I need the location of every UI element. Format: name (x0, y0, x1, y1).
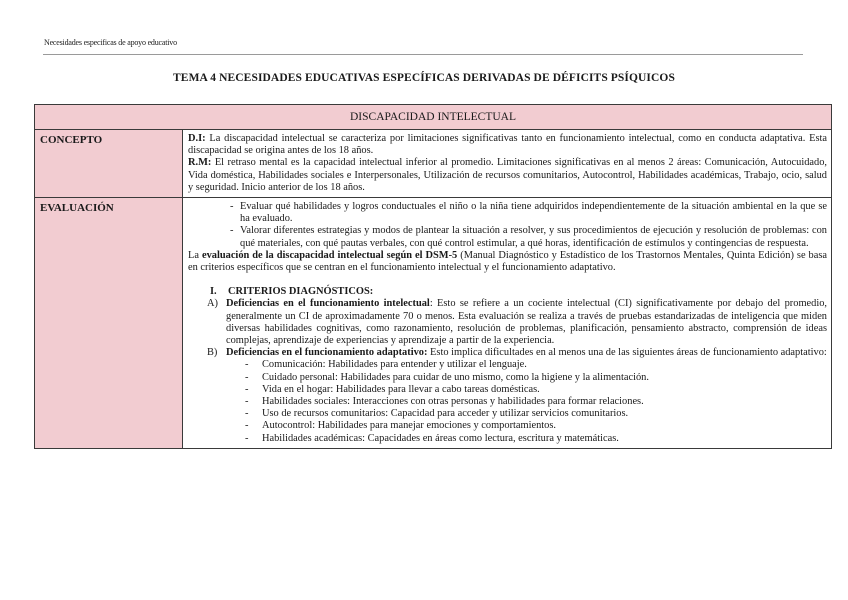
evaluation-bullets (188, 201, 827, 250)
list-item (245, 408, 827, 420)
area-text: Comunicación: Habilidades para entender y utilizar el lenguaje. (262, 359, 527, 371)
dsm-bold: evaluación de la discapacidad intelectual según el DSM-5 (201, 249, 458, 261)
concepto-content (183, 130, 832, 198)
dash-marker: - (245, 383, 249, 395)
dsm-prefix: La (188, 249, 202, 261)
area-text: Uso de recursos comunitarios: Capacidad para acceder y utilizar servicios comunitarios. (262, 408, 629, 420)
criterion-a-title: Deficiencias en el funcionamiento intelectual (226, 298, 430, 310)
row-label-evaluacion: EVALUACIÓN (35, 198, 183, 449)
criterios-number: I. (210, 286, 217, 298)
bullet-text: Evaluar qué habilidades y logros conductuales el niño o la niña tiene adquiridos independientemente de la situación ambiental en la que se ha evaluado. (240, 201, 828, 225)
evaluacion-content (183, 198, 832, 449)
dash-marker: - (245, 420, 249, 432)
adaptive-areas-list (188, 359, 827, 444)
table-row-concepto (35, 130, 832, 198)
di-term: D.I: (188, 133, 206, 144)
dash-marker: - (245, 432, 249, 444)
rm-definition (188, 157, 827, 194)
spacer (188, 274, 827, 286)
dsm-text: (Manual Diagnóstico y Estadístico de los Trastornos Mentales, Quinta Edición) se basa en criterios específicos que se centran en el funcionamiento intelectual y el funcionamiento adaptativo. (188, 249, 828, 274)
dash-marker: - (245, 396, 249, 408)
document-title: TEMA 4 NECESIDADES EDUCATIVAS ESPECÍFICAS DERIVADAS DE DÉFICITS PSÍQUICOS (173, 72, 675, 84)
criterios-title: CRITERIOS DIAGNÓSTICOS: (228, 286, 374, 298)
list-item (245, 420, 827, 432)
di-text: La discapacidad intelectual se caracteriza por limitaciones significativas tanto en funcionamiento intelectual, como en conducta adaptativa. Esta discapacidad se origina antes de los 18 años. (188, 133, 828, 157)
criterion-b-title: Deficiencias en el funcionamiento adaptativo: (226, 347, 428, 359)
table-heading: DISCAPACIDAD INTELECTUAL (35, 105, 832, 130)
list-item (245, 432, 827, 445)
rm-text: El retraso mental es la capacidad intelectual inferior al promedio. Limitaciones significativas en al menos 2 áreas: Comunicación, Autocuidado, Vida doméstica, Habilidades sociales e Interpersonales, Utilización de recursos comunitarios, Autocontrol, Habilidades académicas, Trabajo, ocio, salud y seguridad. Inicio anterior de los 18 años. (188, 157, 828, 193)
dash-marker: - (245, 371, 249, 383)
criterion-a-text: : Esto se refiere a un cociente intelectual (CI) significativamente por debajo del promedio, generalmente un CI de aproximadamente 70 o menos. Esta evaluación se realiza a través de pruebas estandarizadas de inteligencia que miden diversas habilidades cognitivas, como razonamiento, resolución de problemas, planificación, pensamiento abstracto, comprensión de ideas complejas, aprendizaje de experiencias y aprendizaje a partir de la experiencia. (226, 298, 828, 347)
list-item (245, 359, 827, 371)
area-text: Autocontrol: Habilidades para manejar emociones y comportamientos. (262, 420, 557, 432)
dash-marker: - (245, 359, 249, 371)
area-text: Vida en el hogar: Habilidades para llevar a cabo tareas domésticas. (262, 383, 540, 395)
area-text: Habilidades académicas: Capacidades en áreas como lectura, escritura y matemáticas. (262, 432, 619, 444)
dash-marker: - (230, 225, 234, 237)
criterion-b-marker: B) (207, 347, 218, 359)
content-table (34, 104, 832, 449)
area-text: Habilidades sociales: Interacciones con otras personas y habilidades para formar relaciones. (262, 396, 644, 408)
table-heading-row (35, 105, 832, 130)
dash-marker: - (245, 408, 249, 420)
criterion-b-text: Esto implica dificultades en al menos una de las siguientes áreas de funcionamiento adaptativo: (427, 347, 827, 359)
row-label-concepto: CONCEPTO (35, 130, 183, 198)
di-definition (188, 133, 827, 157)
area-text: Cuidado personal: Habilidades para cuidar de uno mismo, como la higiene y la alimentación. (262, 371, 649, 383)
header-rule (43, 54, 803, 55)
dsm-paragraph (188, 250, 827, 274)
bullet-text: Valorar diferentes estrategias y modos de plantear la situación a resolver, y sus procedimientos de ejecución y resolución de problemas: con qué materiales, con qué pautas verbales, con qué control estimular, a qué horas, identificación de estímulos y contingencias de respuesta. (240, 225, 828, 249)
list-item (230, 225, 828, 249)
dash-marker: - (230, 201, 234, 213)
list-item (245, 396, 827, 408)
criterion-b (207, 347, 827, 359)
criterion-a (207, 298, 828, 347)
running-header: Necesidades especificas de apoyo educativo (44, 38, 177, 47)
criterios-heading (210, 286, 827, 298)
list-item (230, 201, 828, 225)
rm-term: R.M: (188, 157, 212, 169)
criterion-a-marker: A) (207, 298, 218, 310)
list-item (245, 383, 827, 396)
list-item (245, 371, 827, 384)
table-row-evaluacion (35, 198, 832, 449)
